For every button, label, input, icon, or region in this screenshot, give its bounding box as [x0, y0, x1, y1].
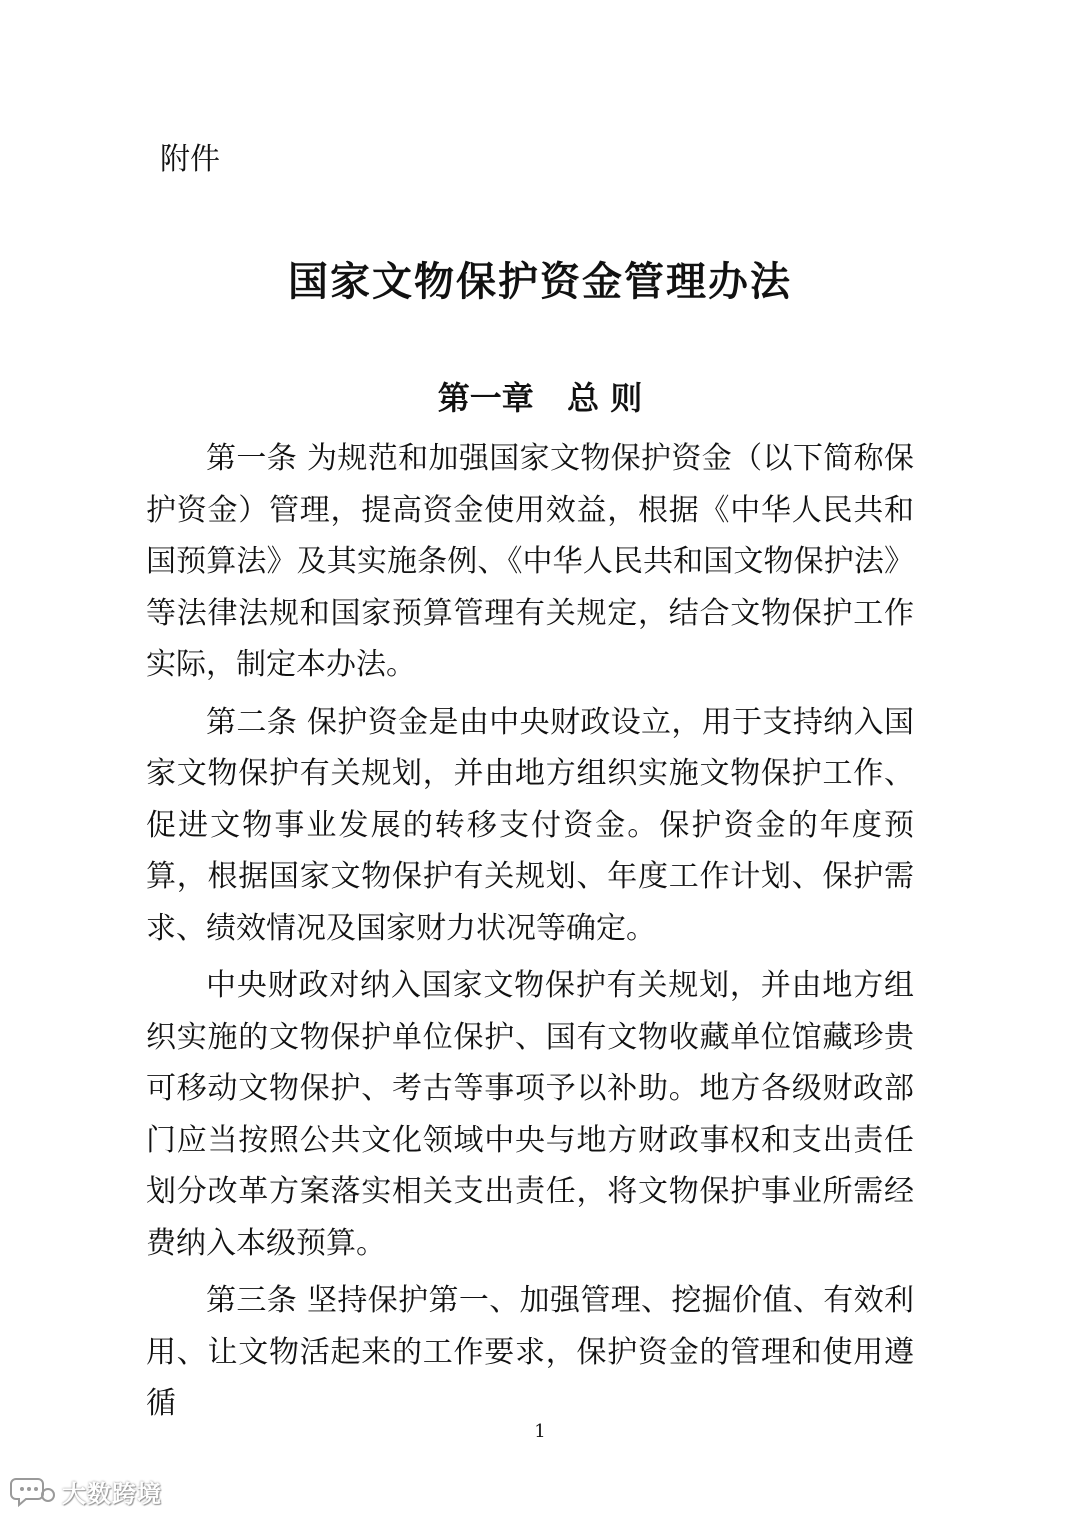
document-body [146, 433, 914, 1430]
attachment-label: 附件 [160, 142, 220, 177]
page-number: 1 [534, 1421, 546, 1442]
watermark-text: 大数跨境 [62, 1480, 162, 1508]
article-text: 中央财政对纳入国家文物保护有关规划，并由地方组织实施的文物保护单位保护、国有文物收藏单位馆藏珍贵可移动文物保护、考古等事项予以补助。地方各级财政部门应当按照公共文化领域中央与地方财政事权和支出责任划分改革方案落实相关支出责任，将文物保护事业所需经费纳入本级预算。 [146, 968, 914, 1261]
article-2-paragraph [146, 697, 914, 955]
article-text: 坚持保护第一、加强管理、挖掘价值、有效利用、让文物活起来的工作要求，保护资金的管理和使用遵循 [146, 1283, 914, 1421]
article-number: 第一条 [206, 441, 298, 476]
article-number: 第二条 [206, 704, 298, 740]
watermark [10, 1474, 162, 1509]
article-1-paragraph [146, 433, 914, 691]
article-2-continuation-paragraph [146, 960, 914, 1269]
chapter-heading: 第一章 总 则 [437, 379, 643, 417]
article-text: 保护资金是由中央财政设立，用于支持纳入国家文物保护有关规划，并由地方组织实施文物保护工作、促进文物事业发展的转移支付资金。保护资金的年度预算，根据国家文物保护有关规划、年度工作计划、保护需求、绩效情况及国家财力状况等确定。 [146, 704, 914, 946]
document-title: 国家文物保护资金管理办法 [288, 258, 792, 305]
chat-bubble-logo-icon [10, 1475, 56, 1509]
article-text: 为规范和加强国家文物保护资金（以下简称保护资金）管理，提高资金使用效益，根据《中华人民共和国预算法》及其实施条例、《中华人民共和国文物保护法》等法律法规和国家预算管理有关规定，结合文物保护工作实际，制定本办法。 [146, 441, 914, 682]
article-number: 第三条 [206, 1283, 298, 1318]
article-3-paragraph [146, 1275, 914, 1430]
